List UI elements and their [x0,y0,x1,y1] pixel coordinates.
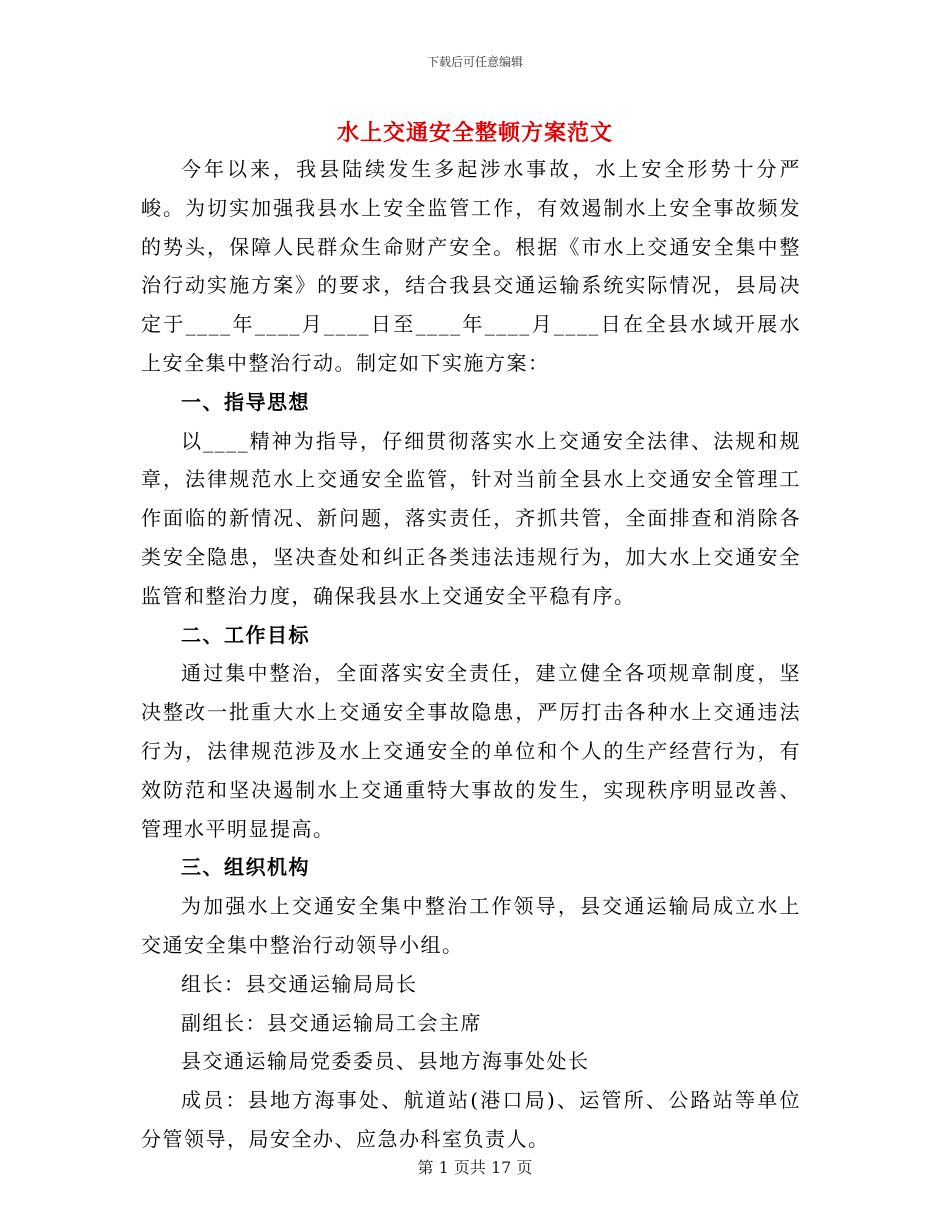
work-goals-paragraph: 通过集中整治，全面落实安全责任，建立健全各项规章制度，坚决整改一批重大水上交通安全事故隐患，严厉打击各种水上交通违法行为，法律规范涉及水上交通安全的单位和个人的生产经营行为，有效防范和坚决遏制水上交通重特大事故的发生，实现秩序明显改善、管理水平明显提高。 [141,661,801,841]
page-footer: 第 1 页共 17 页 [417,1158,533,1177]
section-heading-work-goals: 二、工作目标 [181,622,310,647]
team-leader-line: 组长：县交通运输局局长 [181,971,418,996]
guiding-thought-paragraph: 以____精神为指导，仔细贯彻落实水上交通安全法律、法规和规章，法律规范水上交通安全监管，针对当前全县水上交通安全管理工作面临的新情况、新问题，落实责任，齐抓共管，全面排查和消除各类安全隐患，坚决查处和纠正各类违法违规行为，加大水上交通安全监管和整治力度，确保我县水上交通安全平稳有序。 [141,428,801,608]
deputy-leader-line: 副组长：县交通运输局工会主席 [181,1010,482,1035]
organization-paragraph: 为加强水上交通安全集中整治工作领导，县交通运输局成立水上交通安全集中整治行动领导小组。 [141,894,801,957]
deputy-leader-line-2: 县交通运输局党委委员、县地方海事处处长 [181,1049,590,1074]
members-line: 成员：县地方海事处、航道站(港口局)、运管所、公路站等单位分管领导，局安全办、应急办科室负责人。 [141,1088,801,1151]
page-header: 下载后可任意编辑 [426,55,523,69]
document-title: 水上交通安全整顿方案范文 [336,120,613,146]
document-body [141,150,801,1159]
section-heading-guiding-thought: 一、指导思想 [181,389,310,414]
intro-paragraph: 今年以来，我县陆续发生多起涉水事故，水上安全形势十分严峻。为切实加强我县水上安全监管工作，有效遏制水上安全事故频发的势头，保障人民群众生命财产安全。根据《市水上交通安全集中整治行动实施方案》的要求，结合我县交通运输系统实际情况，县局决定于____年____月____日至____年____月____日在全县水域开展水上安全集中整治行动。制定如下实施方案： [141,157,801,375]
section-heading-organization: 三、组织机构 [181,855,310,880]
